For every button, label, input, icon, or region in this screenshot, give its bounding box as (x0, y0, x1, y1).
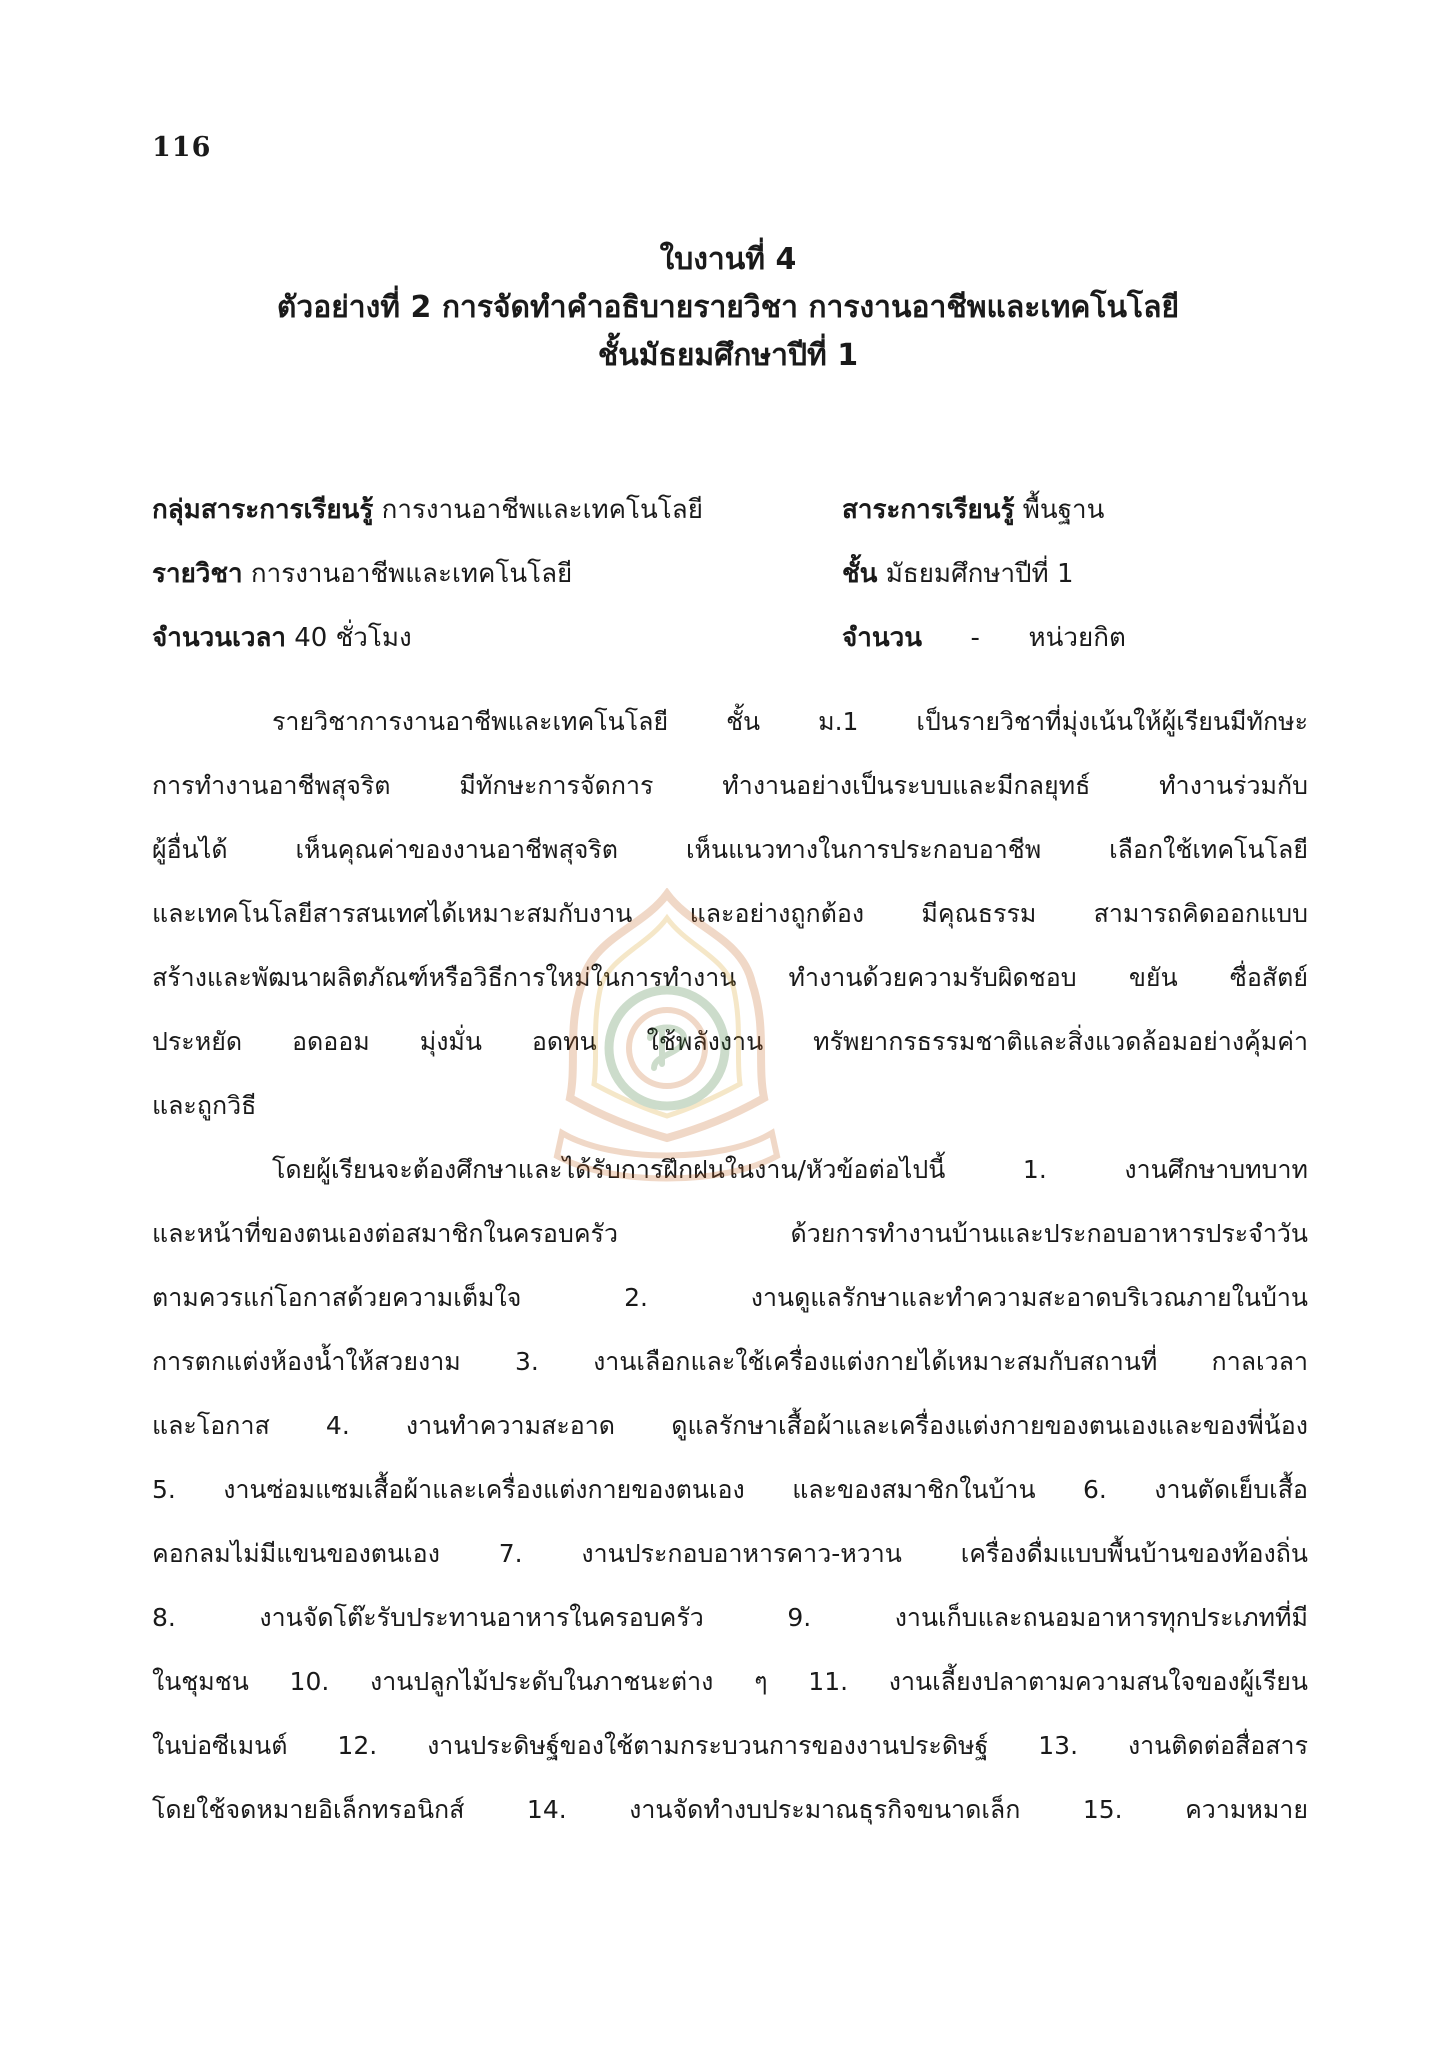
page-number: 116 (152, 132, 212, 163)
example-title: ตัวอย่างที่ 2 การจัดทำคำอธิบายรายวิชา การงานอาชีพและเทคโนโลยี (276, 290, 1180, 325)
text-line: และโอกาส 4. งานทำความสะอาด ดูแลรักษาเสื้อผ้าและเครื่องแต่งกายของตนเองและของพี่น้อง (152, 1411, 1308, 1440)
credits-value: - (970, 623, 980, 653)
study-hours-label: จำนวนเวลา (152, 623, 286, 653)
learning-area-label: กลุ่มสาระการเรียนรู้ (152, 495, 374, 525)
text-line: การตกแต่งห้องน้ำให้สวยงาม 3. งานเลือกและใช้เครื่องแต่งกายได้เหมาะสมกับสถานที่ กาลเวลา (152, 1347, 1308, 1376)
grade-level-label: ชั้น (842, 559, 878, 589)
paragraph-2 (152, 1150, 1308, 1854)
learning-area (152, 490, 703, 530)
text-line: รายวิชาการงานอาชีพและเทคโนโลยี ชั้น ม.1 เป็นรายวิชาที่มุ่งเน้นให้ผู้เรียนมีทักษะ (272, 707, 1308, 736)
text-line: โดยใช้จดหมายอิเล็กทรอนิกส์ 14. งานจัดทำงบประมาณธุรกิจขนาดเล็ก 15. ความหมาย (152, 1795, 1308, 1824)
text-line: ตามควรแก่โอกาสด้วยความเต็มใจ 2. งานดูแลรักษาและทำความสะอาดบริเวณภายในบ้าน (152, 1283, 1308, 1312)
worksheet-title: ใบงานที่ 4 (659, 242, 797, 277)
credits (842, 618, 1126, 658)
text-line: และถูกวิธี (152, 1091, 257, 1120)
credits-unit: หน่วยกิต (1028, 623, 1126, 653)
paragraph-1 (152, 702, 1308, 1150)
text-line: 8. งานจัดโต๊ะรับประทานอาหารในครอบครัว 9. งานเก็บและถนอมอาหารทุกประเภทที่มี (152, 1603, 1308, 1632)
text-line: โดยผู้เรียนจะต้องศึกษาและได้รับการฝึกฝนในงาน/หัวข้อต่อไปนี้ 1. งานศึกษาบทบาท (272, 1155, 1308, 1184)
course-description (152, 702, 1308, 1854)
text-line: สร้างและพัฒนาผลิตภัณฑ์หรือวิธีการใหม่ในการทำงาน ทำงานด้วยความรับผิดชอบ ขยัน ซื่อสัตย์ (152, 963, 1308, 992)
text-line: คอกลมไม่มีแขนของตนเอง 7. งานประกอบอาหารคาว-หวาน เครื่องดื่มแบบพื้นบ้านของท้องถิ่น (152, 1539, 1308, 1568)
grade-level-value: มัธยมศึกษาปีที่ 1 (885, 559, 1074, 589)
subject (152, 554, 572, 594)
text-line: ในชุมชน 10. งานปลูกไม้ประดับในภาชนะต่าง ๆ 11. งานเลี้ยงปลาตามความสนใจของผู้เรียน (152, 1667, 1308, 1696)
course-type-value: พื้นฐาน (1022, 495, 1105, 525)
text-line: ผู้อื่นได้ เห็นคุณค่าของงานอาชีพสุจริต เห็นแนวทางในการประกอบอาชีพ เลือกใช้เทคโนโลยี (152, 835, 1308, 864)
subject-value: การงานอาชีพและเทคโนโลยี (250, 559, 573, 589)
text-line: 5. งานซ่อมแซมเสื้อผ้าและเครื่องแต่งกายของตนเอง และของสมาชิกในบ้าน 6. งานตัดเย็บเสื้อ (152, 1475, 1308, 1504)
credits-label: จำนวน (842, 623, 922, 653)
text-line: การทำงานอาชีพสุจริต มีทักษะการจัดการ ทำงานอย่างเป็นระบบและมีกลยุทธ์ ทำงานร่วมกับ (152, 771, 1308, 800)
text-line: ประหยัด อดออม มุ่งมั่น อดทน ใช้พลังงาน ทรัพยากรธรรมชาติและสิ่งแวดล้อมอย่างคุ้มค่า (152, 1027, 1308, 1056)
text-line: ในบ่อซีเมนต์ 12. งานประดิษฐ์ของใช้ตามกระบวนการของงานประดิษฐ์ 13. งานติดต่อสื่อสาร (152, 1731, 1308, 1760)
course-info-row (152, 618, 1308, 682)
study-hours (152, 618, 412, 658)
text-line: และเทคโนโลยีสารสนเทศได้เหมาะสมกับงาน และอย่างถูกต้อง มีคุณธรรม สามารถคิดออกแบบ (152, 899, 1308, 928)
text-line: และหน้าที่ของตนเองต่อสมาชิกในครอบครัว ด้วยการทำงานบ้านและประกอบอาหารประจำวัน (152, 1219, 1308, 1248)
course-type-label: สาระการเรียนรู้ (842, 495, 1015, 525)
document-title (150, 236, 1306, 380)
study-hours-value: 40 ชั่วโมง (294, 623, 412, 653)
grade-title: ชั้นมัธยมศึกษาปีที่ 1 (597, 338, 859, 373)
course-info (152, 490, 1308, 682)
course-info-row (152, 490, 1308, 554)
learning-area-value: การงานอาชีพและเทคโนโลยี (381, 495, 703, 525)
course-type (842, 490, 1104, 530)
course-info-row (152, 554, 1308, 618)
grade-level (842, 554, 1074, 594)
subject-label: รายวิชา (152, 559, 243, 589)
